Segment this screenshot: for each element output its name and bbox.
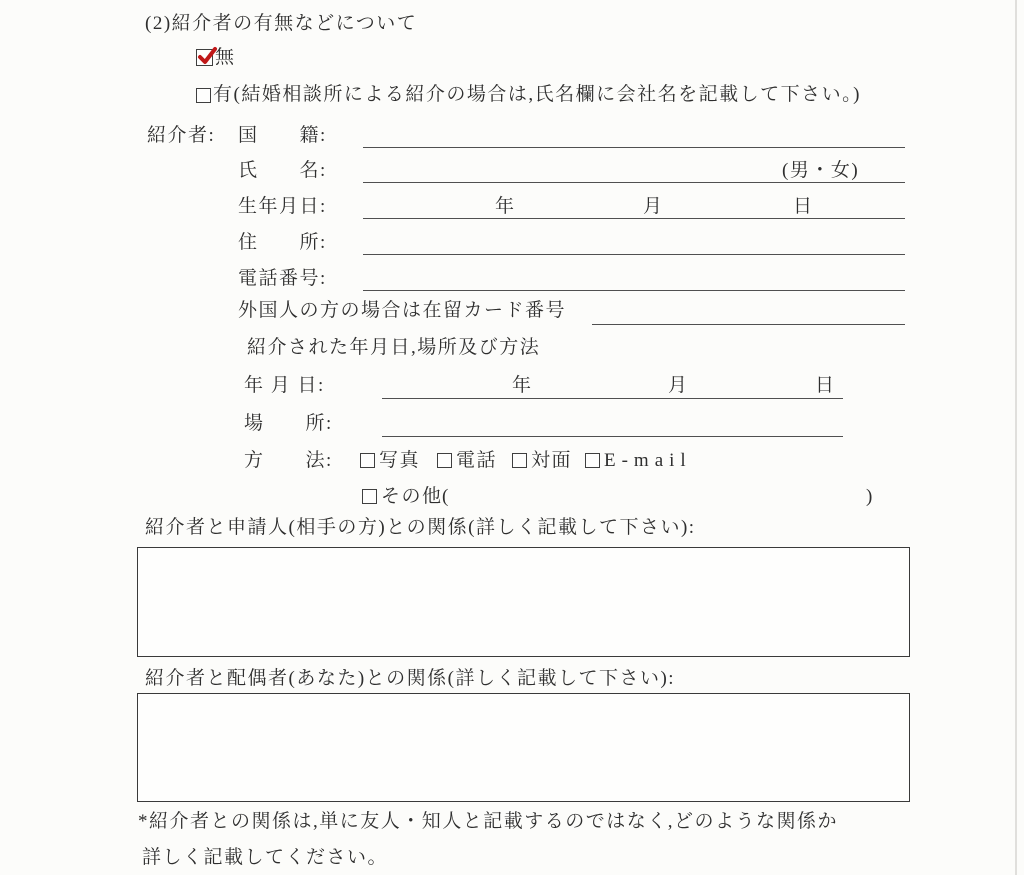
birthdate-input-line[interactable]	[363, 218, 905, 219]
address-label: 住 所:	[238, 232, 327, 253]
birth-month-unit: 月	[643, 196, 664, 217]
method-meeting-label: 対面	[531, 450, 573, 471]
intro-day-unit: 日	[815, 375, 836, 396]
intro-year-unit: 年	[512, 375, 533, 396]
intro-month-unit: 月	[668, 375, 689, 396]
checkbox-method-photo[interactable]	[360, 453, 375, 468]
checkbox-method-meeting[interactable]	[512, 453, 527, 468]
address-input-line[interactable]	[363, 254, 905, 255]
name-label: 氏 名:	[238, 160, 327, 181]
birth-day-unit: 日	[793, 196, 814, 217]
footnote-line1: *紹介者との関係は,単に友人・知人と記載するのではなく,どのような関係か	[138, 811, 839, 832]
nationality-input-line[interactable]	[363, 147, 905, 148]
birth-year-unit: 年	[495, 196, 516, 217]
checkbox-none[interactable]	[196, 49, 213, 66]
intro-method-label: 方 法:	[244, 450, 333, 471]
introduction-subheading: 紹介された年月日,場所及び方法	[247, 337, 541, 358]
residence-card-label: 外国人の方の場合は在留カード番号	[238, 300, 567, 321]
intro-date-label: 年 月 日:	[244, 375, 325, 396]
birthdate-label: 生年月日:	[238, 196, 327, 217]
phone-input-line[interactable]	[363, 290, 905, 291]
gender-hint: (男・女)	[782, 160, 860, 181]
method-email-label: E-mail	[604, 450, 692, 471]
section-heading: (2)紹介者の有無などについて	[145, 13, 418, 34]
checkbox-yes[interactable]	[196, 88, 211, 103]
intro-place-input-line[interactable]	[382, 436, 843, 437]
phone-label: 電話番号:	[238, 268, 327, 289]
nationality-label: 国 籍:	[238, 125, 327, 146]
method-photo-label: 写真	[379, 450, 421, 471]
relation-spouse-textbox[interactable]	[137, 693, 910, 802]
name-input-line[interactable]	[363, 182, 905, 183]
checkbox-none-label: 無	[215, 47, 236, 68]
relation-spouse-label: 紹介者と配偶者(あなた)との関係(詳しく記載して下さい):	[145, 668, 676, 689]
introducer-prefix: 紹介者:	[147, 125, 216, 146]
scan-page-edge	[1015, 0, 1017, 875]
other-paren-open: (	[442, 486, 450, 507]
intro-place-label: 場 所:	[244, 413, 333, 434]
relation-applicant-label: 紹介者と申請人(相手の方)との関係(詳しく記載して下さい):	[145, 517, 696, 538]
checkbox-method-other[interactable]	[362, 489, 377, 504]
checkbox-method-email[interactable]	[585, 453, 600, 468]
method-other-label: その他	[381, 486, 443, 507]
footnote-line2: 詳しく記載してください。	[142, 847, 389, 868]
other-paren-close: )	[866, 486, 874, 507]
checkbox-yes-label: 有(結婚相談所による紹介の場合は,氏名欄に会社名を記載して下さい。)	[213, 84, 861, 105]
method-phone-label: 電話	[456, 450, 498, 471]
residence-card-input-line[interactable]	[592, 324, 905, 325]
relation-applicant-textbox[interactable]	[137, 547, 910, 657]
intro-date-input-line[interactable]	[382, 398, 843, 399]
checkbox-method-phone[interactable]	[437, 453, 452, 468]
